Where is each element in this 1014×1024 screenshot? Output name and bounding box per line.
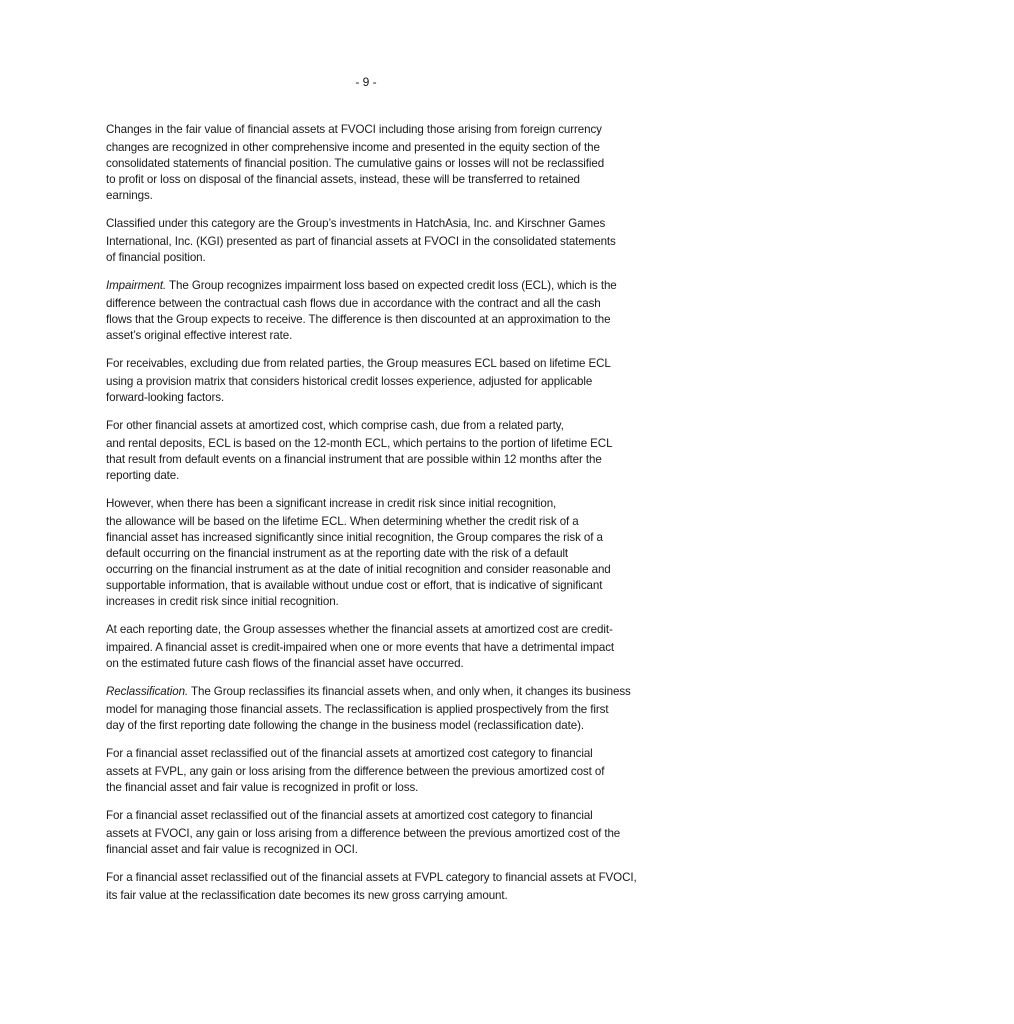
paragraph [106,684,668,734]
paragraph-lead-heading: Impairment. [106,279,167,292]
paragraph [106,356,668,406]
paragraph-line [106,278,668,294]
paragraph-line: forward-looking factors. [106,391,225,404]
paragraph-line: For a financial asset reclassified out of the financial assets at amortized cost category to financial [106,747,593,760]
paragraph-line: and rental deposits, ECL is based on the 12-month ECL, which pertains to the portion of lifetime ECL [106,437,613,450]
paragraph-line-text: The Group reclassifies its financial assets when, and only when, it changes its business [188,685,631,698]
paragraph-line: Changes in the fair value of financial assets at FVOCI including those arising from foreign currency [106,123,602,136]
paragraph-line: assets at FVOCI, any gain or loss arising from a difference between the previous amortized cost of the [106,827,621,840]
paragraph-line: on the estimated future cash flows of the financial asset have occurred. [106,657,464,670]
document-body [106,122,668,916]
paragraph-line: difference between the contractual cash flows due in accordance with the contract and all the cash [106,297,601,310]
paragraph-line: changes are recognized in other comprehensive income and presented in the equity section of the [106,141,600,154]
paragraph-line: For receivables, excluding due from related parties, the Group measures ECL based on lifetime ECL [106,357,611,370]
paragraph-line: to profit or loss on disposal of the financial assets, instead, these will be transferred to retained [106,173,580,186]
paragraph-line: However, when there has been a significant increase in credit risk since initial recognition, [106,497,557,510]
paragraph-line: financial asset and fair value is recognized in OCI. [106,843,358,856]
paragraph-line: International, Inc. (KGI) presented as part of financial assets at FVOCI in the consolidated statements [106,235,616,248]
paragraph-line [106,684,668,700]
paragraph-line: Classified under this category are the Group’s investments in HatchAsia, Inc. and Kirschner Games [106,217,606,230]
paragraph-line: earnings. [106,189,153,202]
paragraph-line: flows that the Group expects to receive. The difference is then discounted at an approximation to the [106,313,611,326]
paragraph-line: occurring on the financial instrument as at the date of initial recognition and consider reasonable and [106,563,611,576]
paragraph-line: For a financial asset reclassified out of the financial assets at amortized cost category to financial [106,809,593,822]
paragraph-line: using a provision matrix that considers historical credit losses experience, adjusted for applicable [106,375,593,388]
paragraph-line: of financial position. [106,251,206,264]
paragraph-line: For a financial asset reclassified out of the financial assets at FVPL category to financial assets at FVOCI, [106,871,637,884]
paragraph [106,808,668,858]
paragraph-line: the allowance will be based on the lifetime ECL. When determining whether the credit risk of a [106,515,579,528]
paragraph [106,418,668,484]
paragraph-lead-heading: Reclassification. [106,685,189,698]
paragraph-line: asset’s original effective interest rate. [106,329,293,342]
paragraph-line-text: The Group recognizes impairment loss based on expected credit loss (ECL), which is the [166,279,617,292]
paragraph [106,122,668,204]
paragraph [106,870,668,904]
paragraph [106,278,668,344]
paragraph-line: the financial asset and fair value is recognized in profit or loss. [106,781,419,794]
paragraph [106,216,668,266]
paragraph [106,746,668,796]
paragraph-line: its fair value at the reclassification date becomes its new gross carrying amount. [106,889,508,902]
paragraph-line: increases in credit risk since initial recognition. [106,595,339,608]
paragraph [106,622,668,672]
paragraph-line: supportable information, that is available without undue cost or effort, that is indicative of significant [106,579,603,592]
paragraph-line: consolidated statements of financial position. The cumulative gains or losses will not be reclassified [106,157,605,170]
paragraph-line: For other financial assets at amortized cost, which comprise cash, due from a related party, [106,419,564,432]
paragraph-line: financial asset has increased significantly since initial recognition, the Group compares the risk of a [106,531,603,544]
paragraph-line: model for managing those financial assets. The reclassification is applied prospectively from the first [106,703,609,716]
paragraph-line: default occurring on the financial instrument as at the reporting date with the risk of a default [106,547,569,560]
paragraph-line: reporting date. [106,469,180,482]
paragraph [106,496,668,610]
paragraph-line: impaired. A financial asset is credit-impaired when one or more events that have a detrimental impact [106,641,615,654]
page-number: - 9 - [355,75,377,89]
paragraph-line: At each reporting date, the Group assesses whether the financial assets at amortized cost are credit- [106,623,613,636]
paragraph-line: day of the first reporting date following the change in the business model (reclassification date). [106,719,584,732]
paragraph-line: assets at FVPL, any gain or loss arising from the difference between the previous amortized cost of [106,765,605,778]
paragraph-line: that result from default events on a financial instrument that are possible within 12 months after the [106,453,602,466]
